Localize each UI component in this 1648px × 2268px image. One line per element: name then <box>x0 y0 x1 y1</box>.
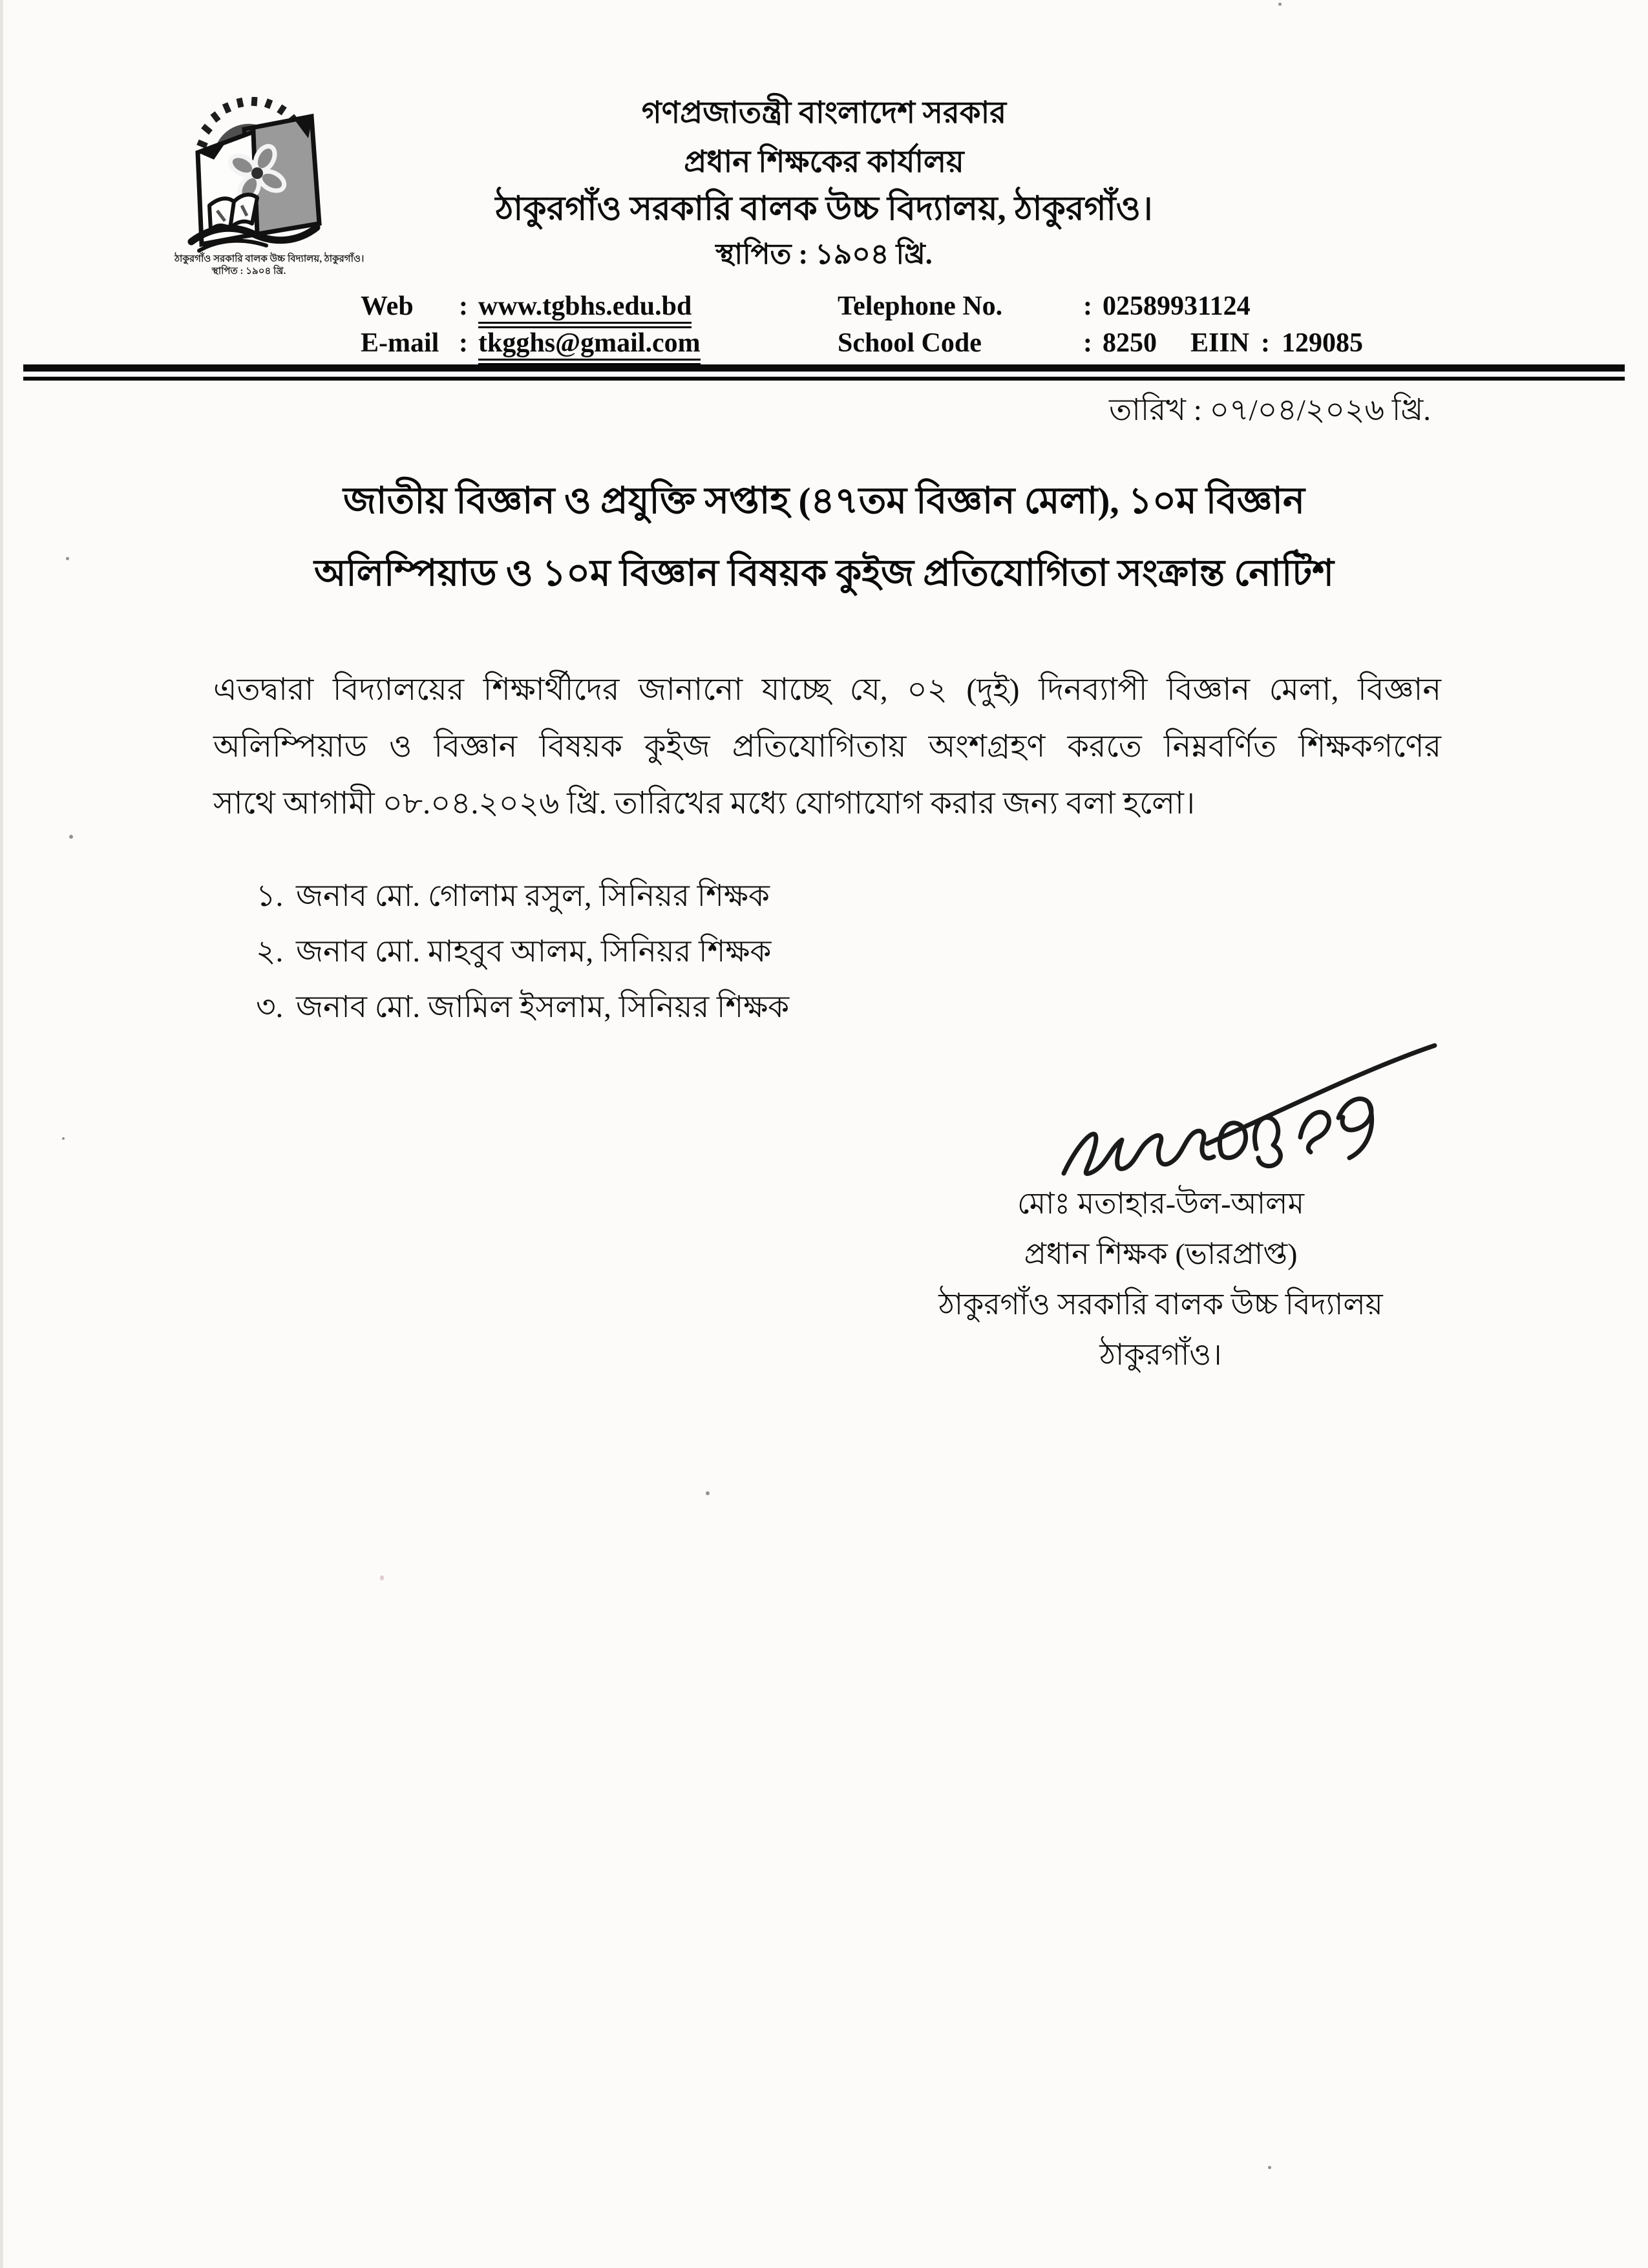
web-url: www.tgbhs.edu.bd <box>478 291 692 328</box>
subject-line2: অলিম্পিয়াড ও ১০ম বিজ্ঞান বিষয়ক কুইজ প্রতিযোগিতা সংক্রান্ত নোটিশ <box>313 553 1335 594</box>
body-line2: অলিম্পিয়াড ও বিজ্ঞান বিষয়ক কুইজ প্রতিযোগিতায় অংশগ্রহণ করতে নিম্নবর্ণিত শিক্ষকগণের <box>213 730 1441 764</box>
subject-line1: জাতীয় বিজ্ঞান ও প্রযুক্তি সপ্তাহ (৪৭তম বিজ্ঞান মেলা), ১০ম বিজ্ঞান <box>343 481 1305 521</box>
teacher-list-item <box>256 868 789 924</box>
signatory-name: মোঃ মতাহার-উল-আলম <box>1017 1187 1304 1220</box>
signatory-school: ঠাকুরগাঁও সরকারি বালক উচ্চ বিদ্যালয় <box>938 1288 1383 1321</box>
eiin-label: EIIN <box>1190 328 1250 358</box>
school-code-label: School Code <box>838 328 982 358</box>
email-row <box>361 326 701 363</box>
telephone-label: Telephone No. <box>838 291 1003 321</box>
teacher-list-item <box>256 924 789 980</box>
date-line: তারিখ : ০৭/০৪/২০২৬ খ্রি. <box>1108 394 1431 427</box>
scan-speck <box>1268 2166 1271 2169</box>
scan-speck <box>62 1137 65 1140</box>
web-colon: : <box>459 291 468 321</box>
contact-left-column <box>361 289 701 363</box>
telephone-row <box>838 289 1363 326</box>
notice-subject <box>78 478 1570 623</box>
logo-caption-line1: ঠাকুরগাঁও সরকারি বালক উচ্চ বিদ্যালয়, ঠাকুরগাঁও। <box>174 254 364 264</box>
school-name: ঠাকুরগাঁও সরকারি বালক উচ্চ বিদ্যালয়, ঠাকুরগাঁও। <box>495 191 1153 227</box>
signatory-designation: প্রধান শিক্ষক (ভারপ্রাপ্ত) <box>1024 1237 1298 1270</box>
scan-speck <box>66 557 69 560</box>
teacher-2-number: ২. <box>256 935 284 969</box>
email-label: E-mail <box>361 328 439 358</box>
teacher-3-number: ৩. <box>256 991 284 1024</box>
school-code-row <box>838 326 1363 363</box>
teacher-list <box>256 868 789 1035</box>
contact-right-column <box>838 289 1363 363</box>
email-address: tkgghs@gmail.com <box>478 328 701 365</box>
scan-speck <box>706 1491 710 1495</box>
office-name: প্রধান শিক্ষকের কার্যালয় <box>684 145 964 179</box>
signature-scrawl <box>1052 1039 1446 1194</box>
teacher-3-name: জনাব মো. জামিল ইসলাম, সিনিয়র শিক্ষক <box>296 991 790 1024</box>
telephone-colon: : <box>1083 291 1092 321</box>
signatory-place: ঠাকুরগাঁও। <box>1099 1338 1222 1371</box>
logo-caption-line2: স্থাপিত : ১৯০৪ খ্রি. <box>211 266 286 277</box>
signature-block <box>834 1185 1488 1387</box>
school-code-value: 8250 <box>1103 328 1157 358</box>
scan-speck <box>1278 3 1282 6</box>
teacher-1-number: ১. <box>256 879 284 913</box>
email-colon: : <box>459 328 468 358</box>
web-label: Web <box>361 291 414 321</box>
eiin-value: 129085 <box>1282 328 1364 358</box>
scan-speck <box>380 1575 384 1580</box>
teacher-list-item <box>256 980 789 1035</box>
teacher-1-name: জনাব মো. গোলাম রসুল, সিনিয়র শিক্ষক <box>296 879 770 913</box>
body-line3: সাথে আগামী ০৮.০৪.২০২৬ খ্রি. তারিখের মধ্যে যোগাযোগ করার জন্য বলা হলো। <box>213 786 1196 821</box>
scan-edge-shadow <box>0 0 3 2268</box>
web-row <box>361 289 701 326</box>
telephone-number: 02589931124 <box>1103 291 1251 321</box>
scan-speck <box>69 835 73 839</box>
teacher-2-name: জনাব মো. মাহবুব আলম, সিনিয়র শিক্ষক <box>296 935 772 969</box>
header-divider-rule <box>23 364 1625 381</box>
eiin-colon: : <box>1261 328 1271 358</box>
body-line1: এতদ্বারা বিদ্যালয়ের শিক্ষার্থীদের জানানো যাচ্ছে যে, ০২ (দুই) দিনব্যাপী বিজ্ঞান মেলা, বিজ্ঞান <box>213 673 1441 707</box>
government-name: গণপ্রজাতন্ত্রী বাংলাদেশ সরকার <box>641 96 1007 130</box>
school-code-colon: : <box>1083 328 1092 358</box>
notice-body <box>213 662 1441 832</box>
eiin-group <box>1190 328 1363 358</box>
established-line: স্থাপিত : ১৯০৪ খ্রি. <box>715 238 933 270</box>
